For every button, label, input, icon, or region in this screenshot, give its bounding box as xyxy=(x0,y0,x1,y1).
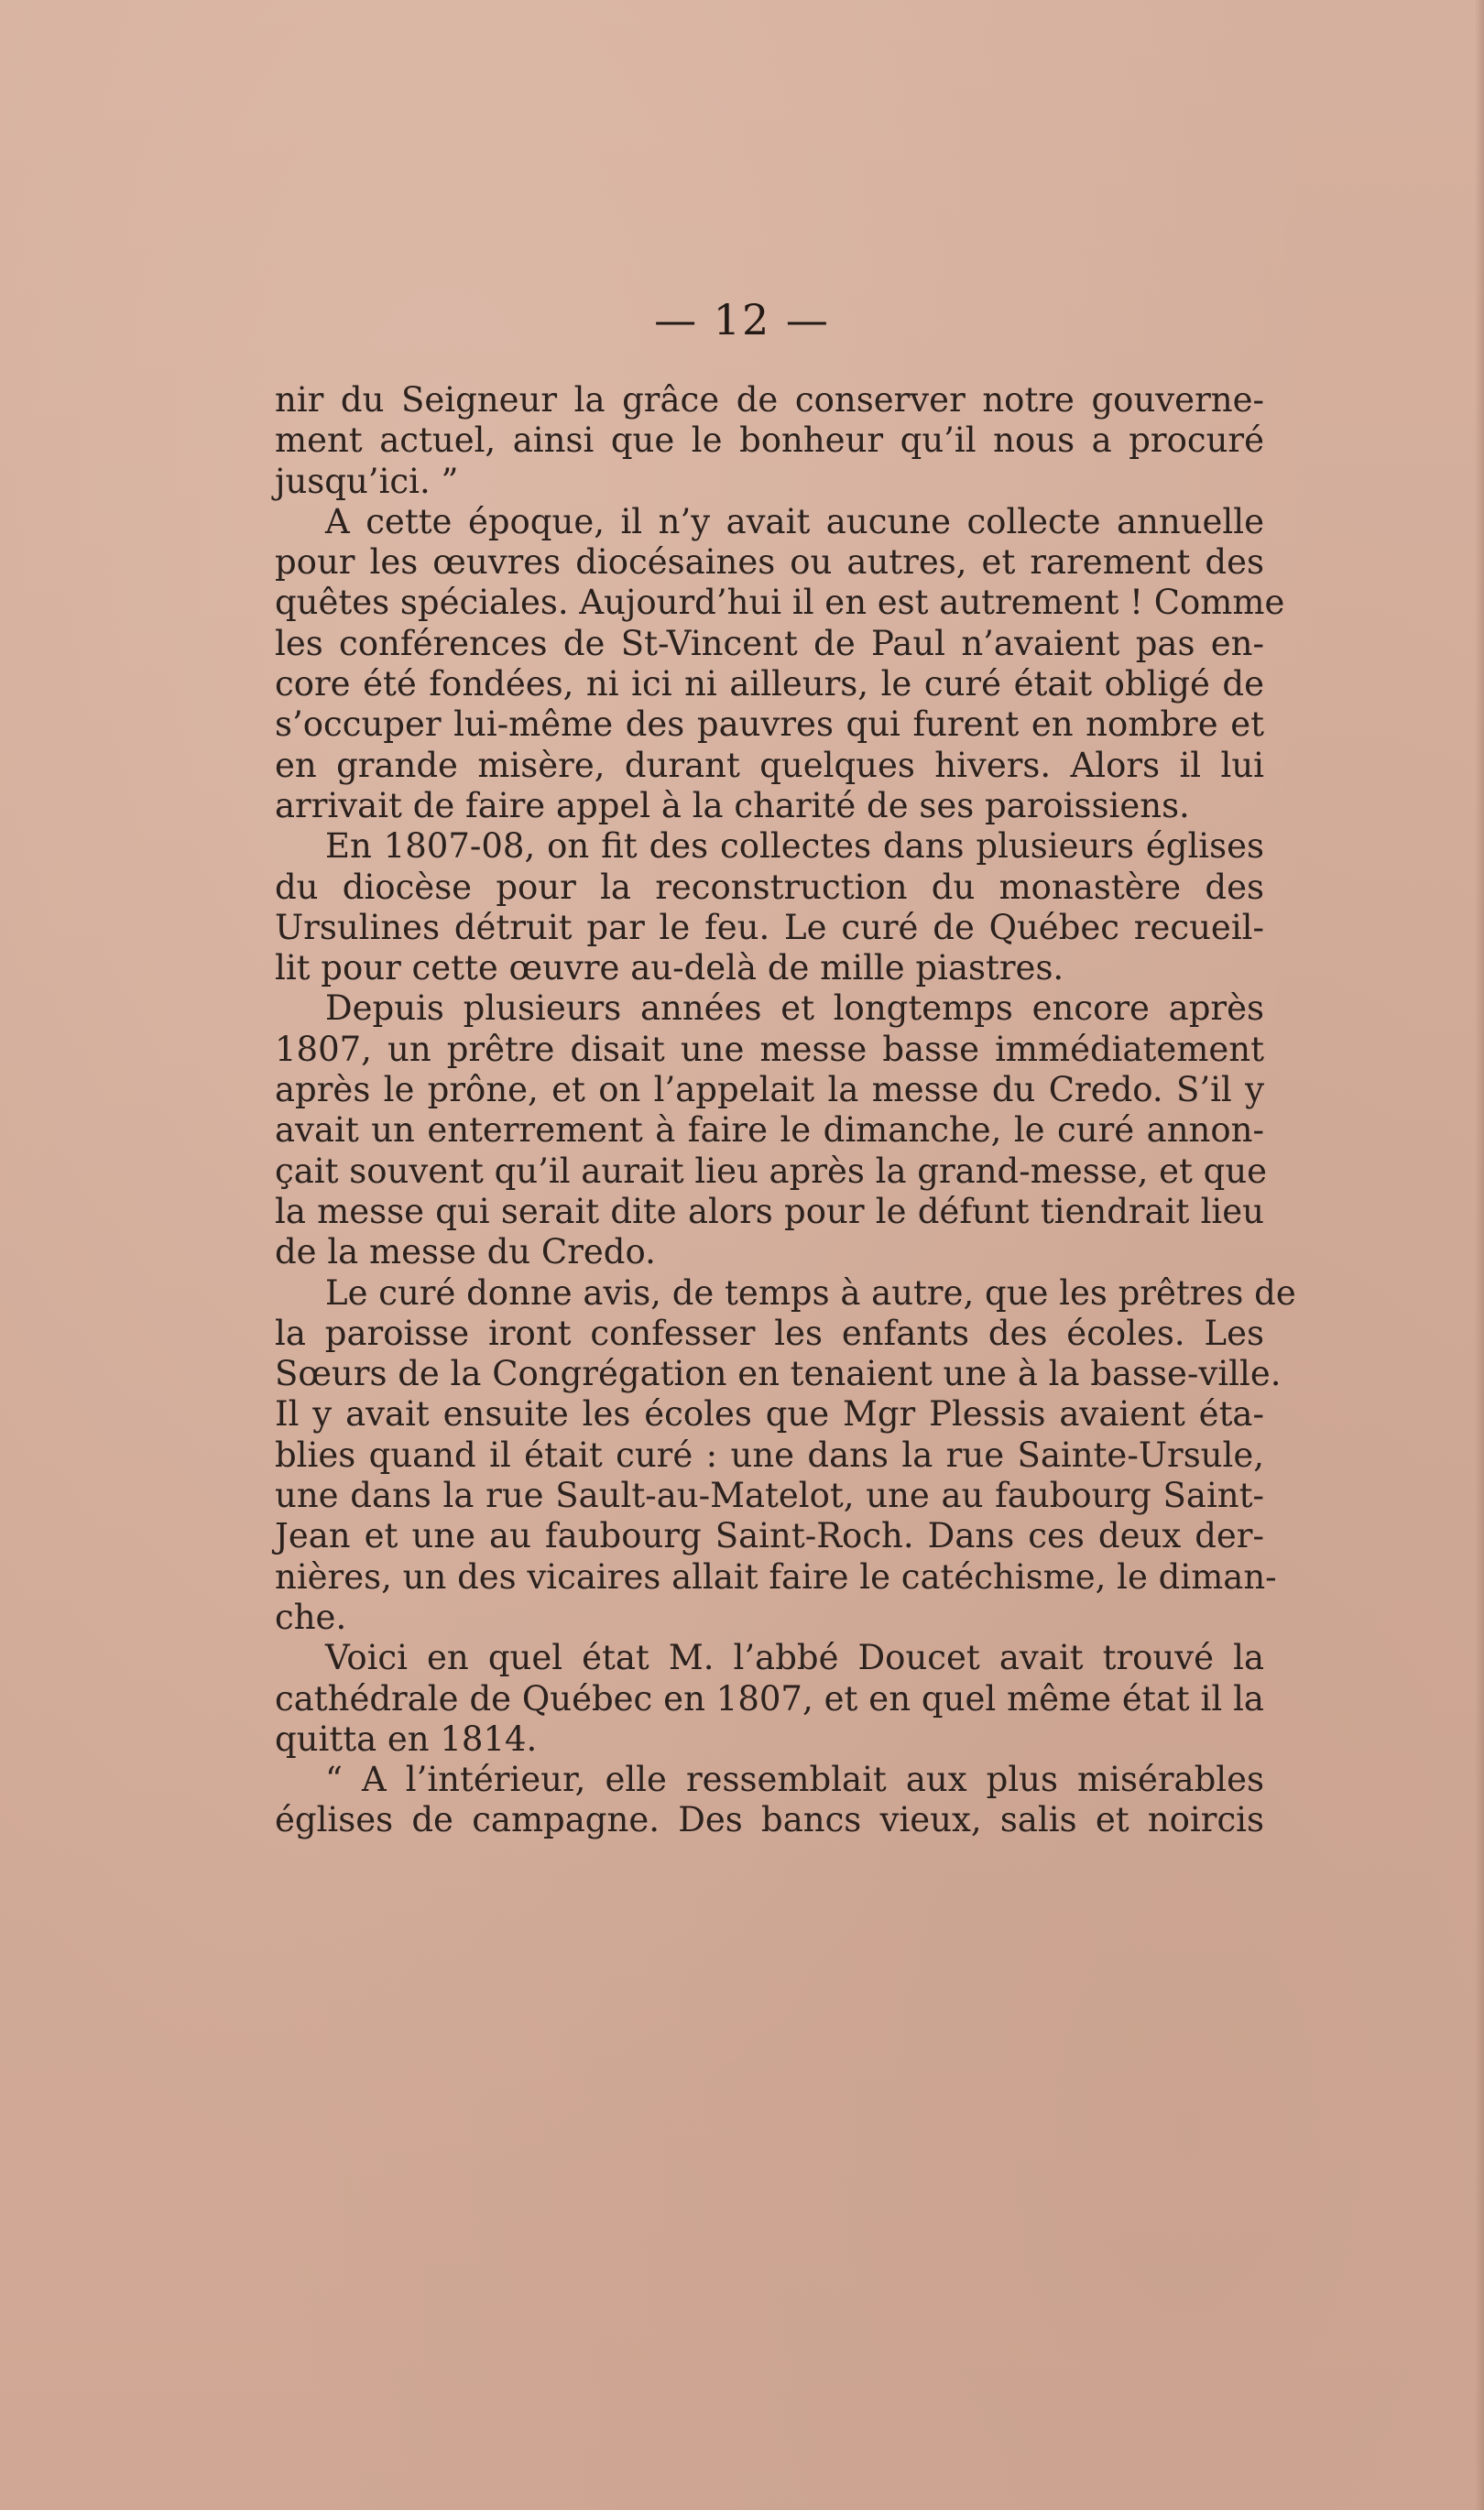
text-line: du diocèse pour la reconstruction du monastère des xyxy=(275,867,1264,907)
text-line: Sœurs de la Congrégation en tenaient une à la basse-ville. xyxy=(275,1354,1282,1394)
page-number: — 12 — xyxy=(654,295,830,344)
page-edge-shadow xyxy=(1475,0,1484,2510)
text-line: après le prône, et on l’appelait la messe du Credo. S’il y xyxy=(275,1070,1264,1110)
text-line: en grande misère, durant quelques hivers. Alors il lui xyxy=(275,745,1264,785)
text-line: lit pour cette œuvre au-delà de mille piastres. xyxy=(275,948,1064,988)
text-line: A cette époque, il n’y avait aucune collecte annuelle xyxy=(325,501,1264,541)
body-text xyxy=(275,380,1296,1841)
text-line: 1807, un prêtre disait une messe basse immédiatement xyxy=(275,1029,1264,1069)
text-line: arrivait de faire appel à la charité de ses paroissiens. xyxy=(275,785,1190,825)
text-line: “ A l’intérieur, elle ressemblait aux plus misérables xyxy=(325,1760,1264,1800)
text-line: de la messe du Credo. xyxy=(275,1232,656,1272)
text-line: les conférences de St-Vincent de Paul n’avaient pas en- xyxy=(275,623,1264,663)
text-line: jusqu’ici. ” xyxy=(275,461,459,501)
text-line: Il y avait ensuite les écoles que Mgr Plessis avaient éta- xyxy=(275,1394,1264,1435)
text-line: églises de campagne. Des bancs vieux, salis et noircis xyxy=(275,1800,1264,1840)
text-line: En 1807-08, on fit des collectes dans plusieurs églises xyxy=(325,826,1264,867)
text-line: quitta en 1814. xyxy=(275,1719,538,1759)
text-line: une dans la rue Sault-au-Matelot, une au faubourg Saint- xyxy=(275,1476,1264,1516)
text-line: Depuis plusieurs années et longtemps encore après xyxy=(325,988,1264,1029)
text-line: nières, un des vicaires allait faire le catéchisme, le diman- xyxy=(275,1556,1277,1597)
text-line: la paroisse iront confesser les enfants des écoles. Les xyxy=(275,1313,1264,1353)
text-line: Voici en quel état M. l’abbé Doucet avait trouvé la xyxy=(325,1638,1264,1678)
text-line: blies quand il était curé : une dans la rue Sainte-Ursule, xyxy=(275,1435,1264,1475)
text-line: quêtes spéciales. Aujourd’hui il en est autrement ! Comme xyxy=(275,583,1285,623)
text-line: çait souvent qu’il aurait lieu après la grand-messe, et que xyxy=(275,1151,1268,1191)
text-line: pour les œuvres diocésaines ou autres, et rarement des xyxy=(275,542,1264,583)
text-line: ment actuel, ainsi que le bonheur qu’il nous a procuré xyxy=(275,420,1264,461)
text-line: s’occuper lui-même des pauvres qui furent en nombre et xyxy=(275,704,1264,745)
text-line: la messe qui serait dite alors pour le défunt tiendrait lieu xyxy=(275,1191,1264,1231)
text-line: avait un enterrement à faire le dimanche, le curé annon- xyxy=(275,1110,1264,1151)
text-line: cathédrale de Québec en 1807, et en quel même état il la xyxy=(275,1678,1264,1719)
text-line: nir du Seigneur la grâce de conserver notre gouverne- xyxy=(275,380,1264,420)
text-line: che. xyxy=(275,1597,347,1637)
text-line: Jean et une au faubourg Saint-Roch. Dans ces deux der- xyxy=(275,1516,1264,1556)
text-line: Le curé donne avis, de temps à autre, que les prêtres de xyxy=(325,1272,1296,1313)
text-line: core été fondées, ni ici ni ailleurs, le curé était obligé de xyxy=(275,664,1264,704)
text-line: Ursulines détruit par le feu. Le curé de Québec recueil- xyxy=(275,907,1264,947)
